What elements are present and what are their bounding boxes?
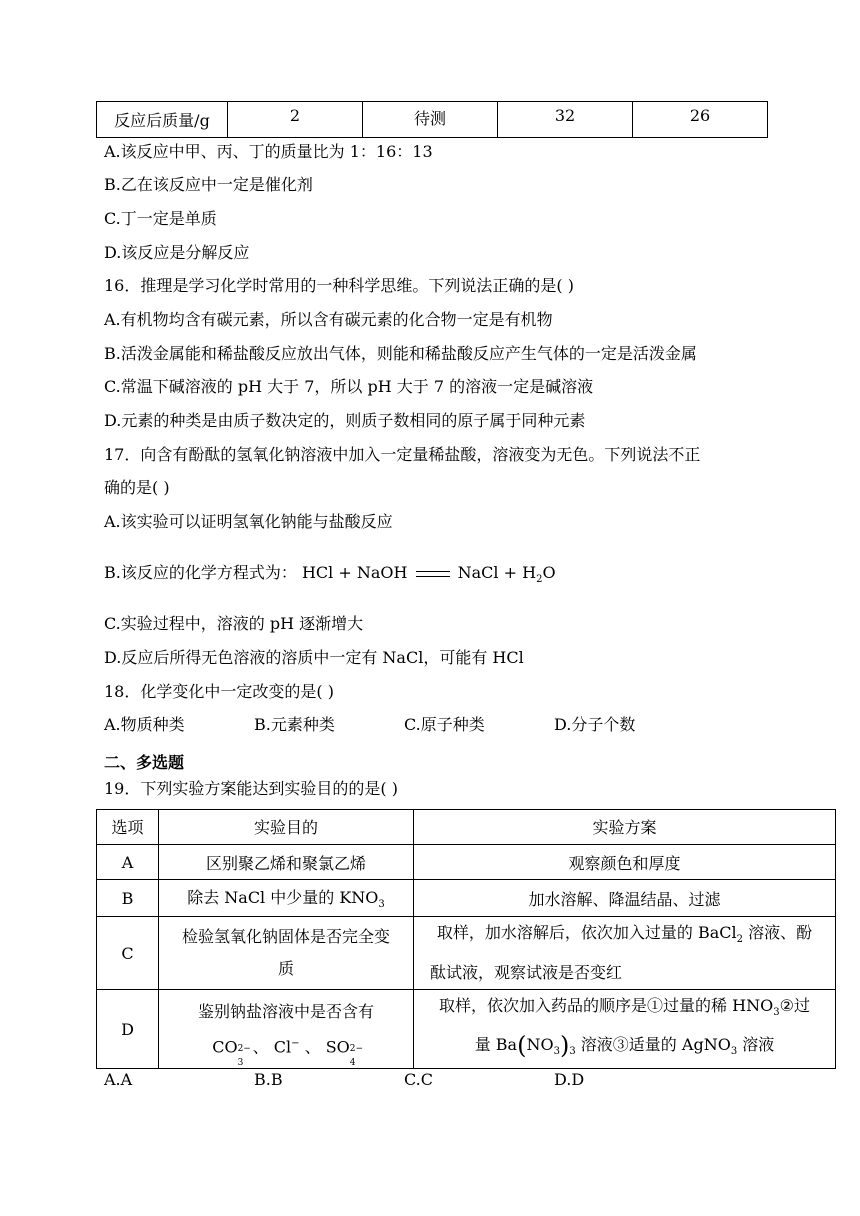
table-row — [97, 102, 768, 138]
equation-left: HCl + NaOH — [301, 563, 408, 582]
row-c-plan: 取样，加水溶解后，依次加入过量的 BaCl$_2$ 溶液、酚 酞试液，观察试液是否变红 — [414, 917, 836, 990]
mass-cell-2: 待测 — [363, 102, 498, 138]
header-plan: 实验方案 — [414, 810, 836, 845]
ion-list: CO 2− 3 、 Cl− 、 SO 2− 4 — [212, 1036, 364, 1069]
reaction-mass-table — [96, 101, 768, 138]
q16-stem: 16．推理是学习化学时常用的一种科学思维。下列说法正确的是( ) — [104, 276, 574, 295]
row-b-plan: 加水溶解、降温结晶、过滤 — [414, 880, 836, 917]
table-row — [97, 880, 836, 917]
q18-option-d: D.分子个数 — [554, 715, 636, 734]
q17-option-b — [104, 562, 556, 591]
q17-option-b-prefix: B.该反应的化学方程式为： — [104, 563, 297, 582]
mass-cell-1: 2 — [228, 102, 363, 138]
q15-option-c: C.丁一定是单质 — [104, 209, 217, 228]
header-purpose: 实验目的 — [159, 810, 414, 845]
q18-option-b: B.元素种类 — [254, 715, 335, 734]
q19-answer-b: B.B — [254, 1070, 283, 1089]
row-d-plan: 取样，依次加入药品的顺序是①过量的稀 $HNO_3②$过 量 $Ba(NO_3)_3$ 溶液③适量的 AgNO$_3$ 溶液 — [414, 990, 836, 1069]
row-a-option: A — [97, 845, 159, 880]
q19-answer-c: C.C — [404, 1070, 433, 1089]
q16-option-c: C.常温下碱溶液的 pH 大于 7，所以 pH 大于 7 的溶液一定是碱溶液 — [104, 377, 594, 396]
q18-option-a: A.物质种类 — [104, 715, 185, 734]
row-b-purpose: 除去 NaCl 中少量的 $KNO_3$ — [159, 880, 414, 917]
q18-option-c: C.原子种类 — [404, 715, 485, 734]
header-option: 选项 — [97, 810, 159, 845]
q17-option-c: C.实验过程中，溶液的 pH 逐渐增大 — [104, 614, 364, 633]
table-row — [97, 845, 836, 880]
q16-option-d: D.元素的种类是由质子数决定的，则质子数相同的原子属于同种元素 — [104, 411, 586, 430]
q17-option-a: A.该实验可以证明氢氧化钠能与盐酸反应 — [104, 512, 393, 531]
table-row — [97, 917, 836, 990]
q17-option-d: D.反应后所得无色溶液的溶质中一定有 NaCl，可能有 HCl — [104, 648, 524, 667]
table-row — [97, 990, 836, 1069]
q17-stem-line1: 17．向含有酚酞的氢氧化钠溶液中加入一定量稀盐酸，溶液变为无色。下列说法不正 — [104, 445, 701, 464]
q16-option-a: A.有机物均含有碳元素，所以含有碳元素的化合物一定是有机物 — [104, 310, 553, 329]
equation-right: NaCl + $H_2O$ — [457, 563, 556, 586]
row-d-option: D — [97, 990, 159, 1069]
section-heading: 二、多选题 — [104, 753, 185, 772]
table-header-row — [97, 810, 836, 845]
mass-cell-3: 32 — [498, 102, 633, 138]
row-d-purpose: 鉴别钠盐溶液中是否含有 CO 2− 3 、 Cl− 、 SO 2− 4 — [159, 990, 414, 1069]
row-b-option: B — [97, 880, 159, 917]
q18-stem: 18．化学变化中一定改变的是( ) — [104, 682, 334, 701]
row-a-purpose: 区别聚乙烯和聚氯乙烯 — [159, 845, 414, 880]
row-label-cell: 反应后质量/g — [97, 102, 228, 138]
row-c-purpose: 检验氢氧化钠固体是否完全变 质 — [159, 917, 414, 990]
q19-stem: 19．下列实验方案能达到实验目的的是( ) — [104, 779, 398, 798]
experiment-table — [96, 809, 836, 1069]
equals-sign — [416, 571, 450, 577]
row-a-plan: 观察颜色和厚度 — [414, 845, 836, 880]
q15-option-d: D.该反应是分解反应 — [104, 243, 250, 262]
q15-option-b: B.乙在该反应中一定是催化剂 — [104, 175, 313, 194]
q17-stem-line2: 确的是( ) — [104, 478, 170, 497]
mass-cell-4: 26 — [633, 102, 768, 138]
q16-option-b: B.活泼金属能和稀盐酸反应放出气体，则能和稀盐酸反应产生气体的一定是活泼金属 — [104, 344, 697, 363]
row-c-option: C — [97, 917, 159, 990]
q19-answer-a: A.A — [104, 1070, 133, 1089]
q19-answer-d: D.D — [554, 1070, 585, 1089]
q15-option-a: A.该反应中甲、丙、丁的质量比为 1：16：13 — [104, 142, 433, 161]
